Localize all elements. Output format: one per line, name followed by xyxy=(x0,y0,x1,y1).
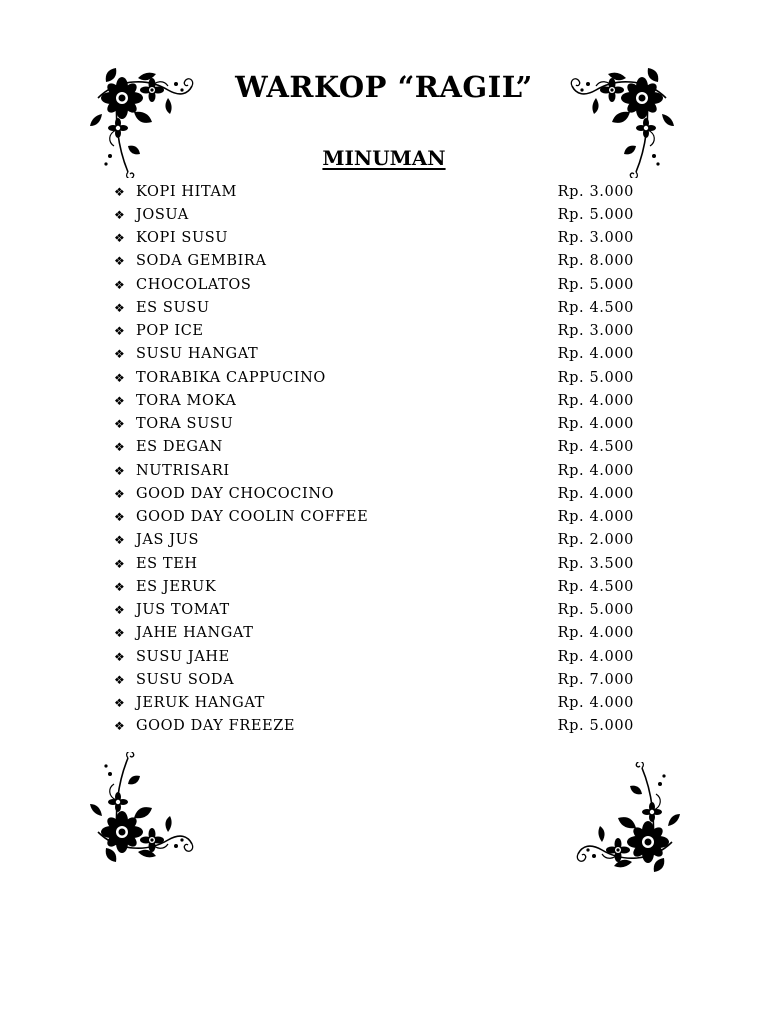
menu-item-name: NUTRISARI xyxy=(136,462,230,479)
diamond-bullet-icon: ❖ xyxy=(114,207,126,222)
menu-item-price: Rp. 8.000 xyxy=(557,253,634,270)
menu-item xyxy=(114,273,634,296)
menu-item-price: Rp. 3.000 xyxy=(557,323,634,340)
menu-item-name: KOPI HITAM xyxy=(136,183,237,200)
menu-item-price: Rp. 5.000 xyxy=(557,602,634,619)
diamond-bullet-icon: ❖ xyxy=(114,324,126,339)
diamond-bullet-icon: ❖ xyxy=(114,184,126,199)
diamond-bullet-icon: ❖ xyxy=(114,347,126,362)
menu-item-name: CHOCOLATOS xyxy=(136,276,252,293)
menu-item-name: ES SUSU xyxy=(136,299,210,316)
diamond-bullet-icon: ❖ xyxy=(114,719,126,734)
menu-item xyxy=(114,599,634,622)
diamond-bullet-icon: ❖ xyxy=(114,277,126,292)
diamond-bullet-icon: ❖ xyxy=(114,556,126,571)
diamond-bullet-icon: ❖ xyxy=(114,440,126,455)
menu-item-name: ES DEGAN xyxy=(136,439,223,456)
menu-item xyxy=(114,296,634,319)
diamond-bullet-icon: ❖ xyxy=(114,626,126,641)
menu-item xyxy=(114,436,634,459)
menu-item xyxy=(114,366,634,389)
menu-item-name: TORABIKA CAPPUCINO xyxy=(136,369,326,386)
diamond-bullet-icon: ❖ xyxy=(114,393,126,408)
menu-item-name: SUSU HANGAT xyxy=(136,346,259,363)
menu-item xyxy=(114,343,634,366)
menu-item xyxy=(114,203,634,226)
menu-item xyxy=(114,692,634,715)
menu-item-name: JAS JUS xyxy=(136,532,199,549)
menu-item-name: GOOD DAY FREEZE xyxy=(136,718,296,735)
menu-item xyxy=(114,389,634,412)
menu-item-name: JAHE HANGAT xyxy=(136,625,254,642)
menu-item-price: Rp. 3.000 xyxy=(557,230,634,247)
menu-item xyxy=(114,715,634,738)
menu-item-price: Rp. 4.000 xyxy=(557,346,634,363)
menu-item-price: Rp. 7.000 xyxy=(557,671,634,688)
menu-item-price: Rp. 4.500 xyxy=(557,578,634,595)
diamond-bullet-icon: ❖ xyxy=(114,672,126,687)
section-heading-text: MINUMAN xyxy=(322,146,446,170)
menu-item-name: TORA SUSU xyxy=(136,416,234,433)
menu-item xyxy=(114,552,634,575)
menu-item-price: Rp. 3.000 xyxy=(557,183,634,200)
menu-item-name: TORA MOKA xyxy=(136,392,237,409)
menu-item-name: KOPI SUSU xyxy=(136,230,229,247)
menu-item-name: GOOD DAY COOLIN COFFEE xyxy=(136,509,369,526)
menu-item-price: Rp. 4.000 xyxy=(557,648,634,665)
menu-item-name: GOOD DAY CHOCOCINO xyxy=(136,485,335,502)
menu-item-price: Rp. 4.000 xyxy=(557,392,634,409)
menu-item-name: ES JERUK xyxy=(136,578,217,595)
diamond-bullet-icon: ❖ xyxy=(114,603,126,618)
menu-item-price: Rp. 3.500 xyxy=(557,555,634,572)
menu-item-price: Rp. 4.000 xyxy=(557,625,634,642)
menu-item-name: JERUK HANGAT xyxy=(136,695,265,712)
floral-corner-ornament-icon xyxy=(88,752,198,862)
menu-item xyxy=(114,482,634,505)
menu-item-price: Rp. 4.000 xyxy=(557,509,634,526)
diamond-bullet-icon: ❖ xyxy=(114,370,126,385)
menu-item-name: SUSU JAHE xyxy=(136,648,230,665)
diamond-bullet-icon: ❖ xyxy=(114,463,126,478)
menu-item-name: SUSU SODA xyxy=(136,671,235,688)
diamond-bullet-icon: ❖ xyxy=(114,696,126,711)
menu-item xyxy=(114,668,634,691)
menu-item-price: Rp. 5.000 xyxy=(557,206,634,223)
menu-item-name: POP ICE xyxy=(136,323,204,340)
diamond-bullet-icon: ❖ xyxy=(114,486,126,501)
diamond-bullet-icon: ❖ xyxy=(114,533,126,548)
menu-item-price: Rp. 4.000 xyxy=(557,416,634,433)
menu-list xyxy=(114,180,634,738)
diamond-bullet-icon: ❖ xyxy=(114,300,126,315)
menu-item xyxy=(114,320,634,343)
diamond-bullet-icon: ❖ xyxy=(114,254,126,269)
menu-item-price: Rp. 4.000 xyxy=(557,462,634,479)
menu-item xyxy=(114,459,634,482)
menu-item-name: ES TEH xyxy=(136,555,198,572)
section-heading xyxy=(0,146,768,170)
diamond-bullet-icon: ❖ xyxy=(114,649,126,664)
menu-item xyxy=(114,645,634,668)
menu-item-price: Rp. 4.500 xyxy=(557,439,634,456)
menu-item-price: Rp. 4.000 xyxy=(557,695,634,712)
menu-item xyxy=(114,413,634,436)
menu-item-name: JUS TOMAT xyxy=(136,602,230,619)
diamond-bullet-icon: ❖ xyxy=(114,231,126,246)
menu-item-price: Rp. 5.000 xyxy=(557,369,634,386)
diamond-bullet-icon: ❖ xyxy=(114,417,126,432)
floral-corner-ornament-icon xyxy=(572,762,682,872)
menu-item xyxy=(114,622,634,645)
menu-item-price: Rp. 5.000 xyxy=(557,276,634,293)
diamond-bullet-icon: ❖ xyxy=(114,510,126,525)
menu-item xyxy=(114,250,634,273)
menu-item-name: JOSUA xyxy=(136,206,189,223)
menu-title: WARKOP “RAGIL” xyxy=(235,70,533,104)
menu-item-price: Rp. 2.000 xyxy=(557,532,634,549)
diamond-bullet-icon: ❖ xyxy=(114,579,126,594)
menu-item xyxy=(114,180,634,203)
menu-item-price: Rp. 4.000 xyxy=(557,485,634,502)
menu-item xyxy=(114,227,634,250)
menu-item xyxy=(114,506,634,529)
menu-item xyxy=(114,575,634,598)
menu-item-price: Rp. 5.000 xyxy=(557,718,634,735)
menu-item-name: SODA GEMBIRA xyxy=(136,253,267,270)
menu-item xyxy=(114,529,634,552)
menu-item-price: Rp. 4.500 xyxy=(557,299,634,316)
